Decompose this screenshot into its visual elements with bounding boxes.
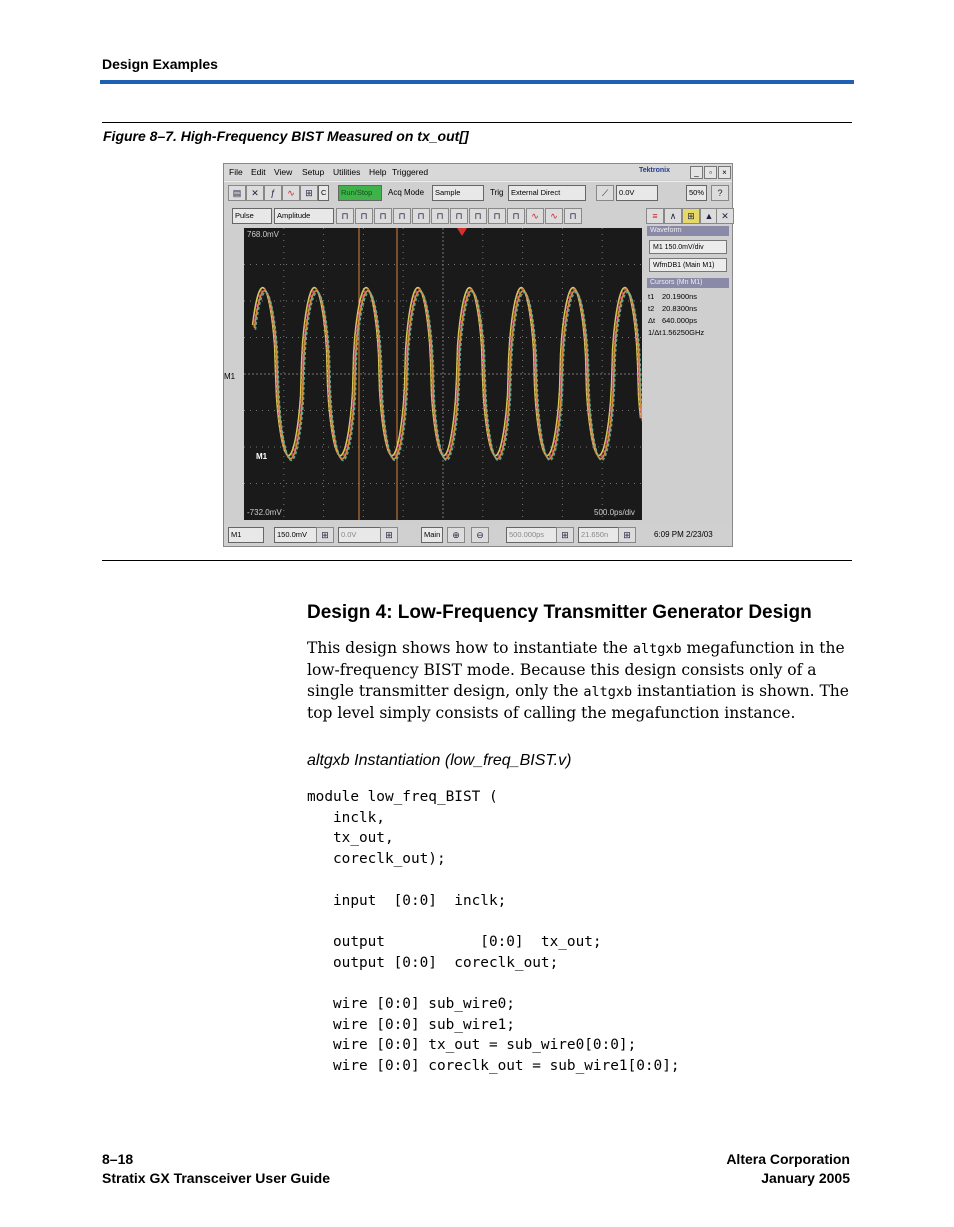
measure-icon-10[interactable]: ⊓ [507,208,525,224]
restore-icon[interactable]: ▫ [704,166,717,179]
m1-trace-label: M1 [256,452,268,461]
waveform-m1-button[interactable]: M1 150.0mV/div [649,240,727,254]
measure-icon-11[interactable]: ∿ [526,208,544,224]
para-text-2: megafunction in the low-frequency BIST mode. Because this design consists only of a single transmitter design, only the [307,639,845,700]
panel-icon-1[interactable]: ≡ [646,208,664,224]
cursor-icon[interactable]: ⊞ [300,185,318,201]
scale-spin-icon[interactable]: ⊞ [316,527,334,543]
zoom-out-icon[interactable]: ⊖ [471,527,489,543]
cursor-frequency [648,328,704,337]
c-button[interactable]: C [318,185,329,201]
close-icon[interactable]: × [718,166,731,179]
time2-field[interactable]: 21.650n [578,527,620,543]
measure-icon-5[interactable]: ⊓ [412,208,430,224]
measure-icon-8[interactable]: ⊓ [469,208,487,224]
run-stop-button[interactable]: Run/Stop [338,185,382,201]
menu-view[interactable]: View [274,167,293,177]
menu-edit[interactable]: Edit [251,167,266,177]
cursor-delta-t [648,316,697,325]
para-text-3: instantiation is shown. The top level simply consists of calling the megafunction instance. [307,682,849,722]
cursor-value: 20.8300ns [662,304,698,313]
measure-icon-1[interactable]: ⊓ [336,208,354,224]
cursors-header: Cursors (Mn M1) [647,278,729,288]
panel-icon-2[interactable]: ∧ [664,208,682,224]
footer-company: Altera Corporation [726,1151,850,1167]
cursor-key: 1/Δt [648,328,662,337]
panel-icon-4[interactable]: ▲ [700,208,718,224]
menu-help[interactable]: Help [369,167,387,177]
cursor-key: Δt [648,316,656,325]
para-code-2: altgxb [583,684,633,700]
scale-field[interactable]: 150.0mV [274,527,320,543]
waveform-icon[interactable]: ∿ [282,185,300,201]
help-icon[interactable]: ? [711,185,729,201]
waveform-plot [244,228,642,520]
measure-param-select[interactable]: Amplitude [274,208,334,224]
print-icon[interactable]: ▤ [228,185,246,201]
scope-menubar [224,164,732,180]
top-level-label: 768.0mV [247,230,280,239]
measure-icon-2[interactable]: ⊓ [355,208,373,224]
bottom-level-label: -732.0mV [247,508,282,517]
cursor-t2 [648,304,697,313]
body-paragraph [307,638,855,724]
math-icon[interactable]: ƒ [264,185,282,201]
trig-label: Trig [490,188,504,197]
measure-icon-9[interactable]: ⊓ [488,208,506,224]
code-listing: module low_freq_BIST ( inclk, tx_out, coreclk_out); input [0:0] inclk; output [0:0] tx_out; output [0:0] coreclk_out; wire [0:0] sub_wire0; wire [0:0] sub_wire1; wire [0:0] tx_out = sub_wire0[0:0]; wire [0:0] coreclk_out = sub_wire1[0:0]; [307,789,680,1075]
waveform-wfmdb-button[interactable]: WfmDB1 (Main M1) [649,258,727,272]
code-title: altgxb Instantiation (low_freq_BIST.v) [307,752,572,769]
measure-icon-3[interactable]: ⊓ [374,208,392,224]
section-heading: Design 4: Low-Frequency Transmitter Generator Design [307,602,812,623]
waveform-screen [244,228,642,520]
tektronix-logo: Tektronix [639,167,670,174]
m1-left-marker: M1 [224,372,236,381]
measure-icon-12[interactable]: ∿ [545,208,563,224]
offset-field[interactable]: 0.0V [338,527,382,543]
waveform-header: Waveform [647,226,729,236]
measure-icon-4[interactable]: ⊓ [393,208,411,224]
measure-icon-13[interactable]: ⊓ [564,208,582,224]
figure-caption: Figure 8–7. High-Frequency BIST Measured on tx_out[] [103,128,469,144]
measure-type-select[interactable]: Pulse [232,208,272,224]
cursor-key: t2 [648,304,655,313]
footer-guide-title: Stratix GX Transceiver User Guide [102,1170,330,1186]
para-text-1: This design shows how to instantiate the [307,639,633,657]
cursor-value: 20.1900ns [662,292,698,301]
zoom-field[interactable]: 50% [686,185,707,201]
side-panel [645,226,731,522]
cursor-t1 [648,292,697,301]
timebase-label: 500.0ps/div [594,508,635,517]
measure-icon-6[interactable]: ⊓ [431,208,449,224]
cursor-key: t1 [648,292,655,301]
cursor-value: 640.000ps [662,316,698,325]
para-code-1: altgxb [632,641,682,657]
cursor-value: 1.56250GHz [662,328,705,337]
acq-mode-select[interactable]: Sample [432,185,484,201]
footer-page-number: 8–18 [102,1151,134,1167]
offset-spin-icon[interactable]: ⊞ [380,527,398,543]
scope-toolbar-2 [224,204,732,226]
zoom-in-icon[interactable]: ⊕ [447,527,465,543]
datetime-label: 6:09 PM 2/23/03 [654,530,713,539]
position-field[interactable]: 500.000ps [506,527,558,543]
scope-statusbar [224,524,732,544]
trig-source-select[interactable]: External Direct [508,185,586,201]
scope-toolbar-1 [224,181,732,204]
footer-date: January 2005 [761,1170,850,1186]
header-rule [100,80,854,84]
view-select[interactable]: Main [421,527,443,543]
figure-bottom-rule [102,560,852,561]
position-spin-icon[interactable]: ⊞ [556,527,574,543]
menu-setup[interactable]: Setup [302,167,325,177]
trigger-marker [457,228,467,236]
measure-icon-7[interactable]: ⊓ [450,208,468,224]
running-header-title: Design Examples [102,56,218,72]
minimize-icon[interactable]: _ [690,166,703,179]
menu-triggered: Triggered [392,167,429,177]
trig-level-field[interactable]: 0.0V [616,185,658,201]
time2-spin-icon[interactable]: ⊞ [618,527,636,543]
tools-icon[interactable]: ✕ [246,185,264,201]
figure-top-rule [102,122,852,123]
trigger-slope-icon[interactable]: ⟋ [596,185,614,201]
panel-icon-3[interactable]: ⊞ [682,208,700,224]
channel-select[interactable]: M1 [228,527,264,543]
panel-icon-5[interactable]: ✕ [716,208,734,224]
menu-file[interactable]: File [229,167,243,177]
menu-utilities[interactable]: Utilities [333,167,361,177]
acq-mode-label: Acq Mode [388,188,425,197]
oscilloscope-window [223,163,733,547]
